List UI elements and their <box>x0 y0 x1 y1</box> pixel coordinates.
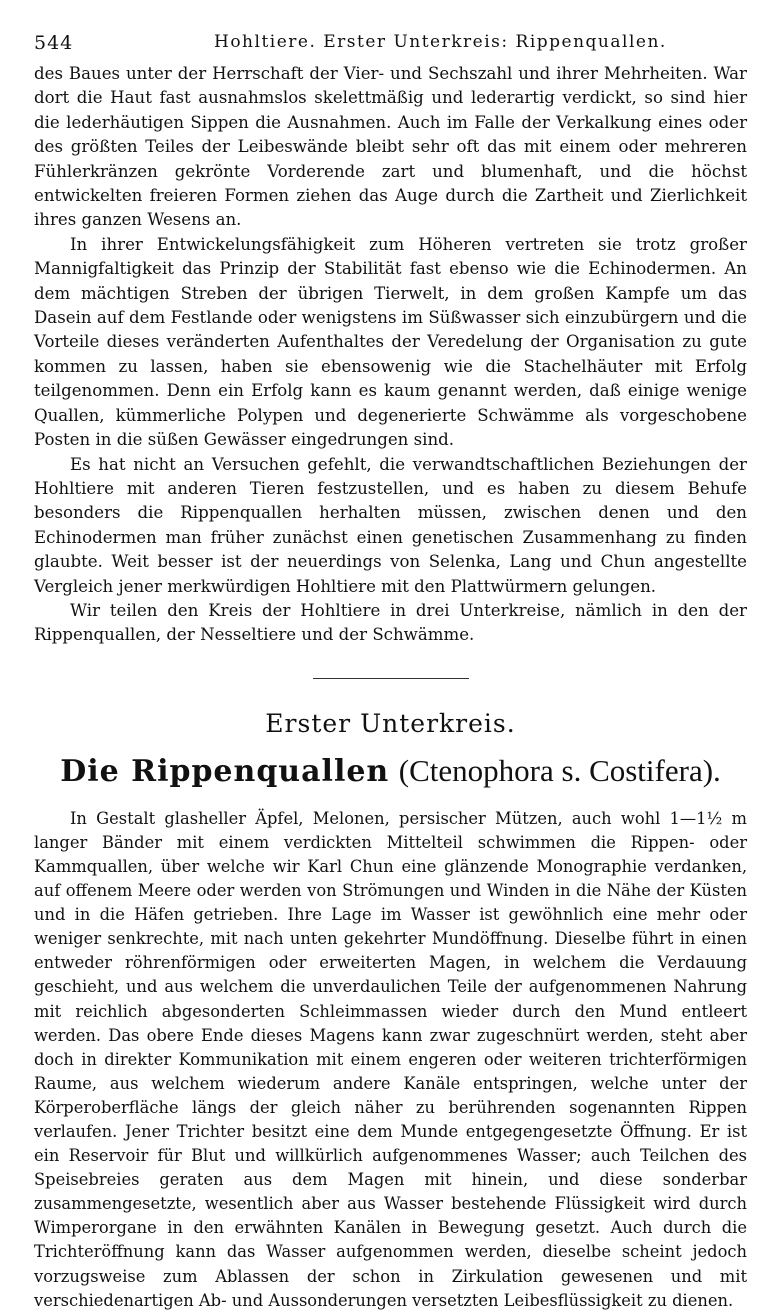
section-heading: Erster Unterkreis. <box>265 708 516 738</box>
paragraph: In ihrer Entwickelungsfähigkeit zum Höheren vertreten sie trotz großer Mannigfaltigkeit das Prinzip der Stabilität fast ebenso wie die Echinodermen. An dem mächtigen Streben der übrigen Tierwelt, in dem großen Kampfe um das Dasein auf dem Festlande oder wenigstens im Süßwasser sich einzubürgern und die Vorteile dieses veränderten Aufenthaltes der Veredelung der Organisation zu gute kommen zu lassen, haben sie ebensowenig wie die Stachelhäuter mit Erfolg teilgenommen. Denn ein Erfolg kann es kaum genannt werden, daß einige wenige Quallen, kümmerliche Polypen und degenerierte Schwämme als vorgeschobene Posten in die süßen Gewässer eingedrungen sind. <box>34 234 747 450</box>
intro-text <box>34 62 747 648</box>
section-title-german: Die Rippenquallen <box>60 753 390 789</box>
paragraph: Es hat nicht an Versuchen gefehlt, die verwandtschaftlichen Beziehungen der Hohltiere mit anderen Tieren festzustellen, und es haben zu diesem Behufe besonders die Rippenquallen herhalten müssen, zwischen denen und den Echinodermen man früher zunächst einen genetischen Zusammenhang zu finden glaubte. Weit besser ist der neuerdings von Selenka, Lang und Chun angestellte Vergleich jener merkwürdigen Hohltiere mit den Plattwürmern gelungen. <box>34 454 747 596</box>
section-divider <box>313 678 469 679</box>
section-text <box>34 807 747 1313</box>
page-number: 544 <box>34 32 74 54</box>
section-title-scientific: (Ctenophora s. Costifera). <box>398 752 721 788</box>
paragraph: Wir teilen den Kreis der Hohltiere in drei Unterkreise, nämlich in den der Rippenquallen, der Nesseltiere und der Schwämme. <box>34 600 747 645</box>
paragraph: des Baues unter der Herrschaft der Vier- und Sechszahl und ihrer Mehrheiten. War dort die Haut fast ausnahmslos skelettmäßig und lederartig verdickt, so sind hier die lederhäutigen Sippen die Ausnahmen. Auch im Falle der Verkalkung eines oder des größten Teiles der Leibeswände bleibt sehr oft das mit einem oder mehreren Fühlerkränzen gekrönte Vorderende zart und blumenhaft, und die höchst entwickelten freieren Formen ziehen das Auge durch die Zartheit und Zierlichkeit ihres ganzen Wesens an. <box>34 64 747 230</box>
paragraph: In Gestalt glasheller Äpfel, Melonen, persischer Mützen, auch wohl 1—1½ m langer Bänder mit einem verdickten Mittelteil schwimmen die Rippen- oder Kammquallen, über welche wir Karl Chun eine glänzende Monographie verdanken, auf offenem Meere oder werden von Strömungen und Winden in die Nähe der Küsten und in die Häfen getrieben. Ihre Lage im Wasser ist gewöhnlich eine mehr oder weniger senkrechte, mit nach unten gekehrter Mundöffnung. Dieselbe führt in einen entweder röhrenförmigen oder erweiterten Magen, in welchem die Verdauung geschieht, und aus welchem die unverdaulichen Teile der aufgenommenen Nahrung mit reichlich abgesonderten Schleimmassen wieder durch den Mund entleert werden. Das obere Ende dieses Magens kann zwar zugeschnürt werden, steht aber doch in direkter Kommunikation mit einem engeren oder weiteren trichterförmigen Raume, aus welchem wiederum andere Kanäle entspringen, welche unter der Körperoberfläche längs der gleich näher zu berührenden sogenannten Rippen verlaufen. Jener Trichter besitzt eine dem Munde entgegengesetzte Öffnung. Er ist ein Reservoir für Blut und willkürlich aufgenommenes Wasser; auch Teilchen des Speisebreies geraten aus dem Magen mit hinein, und diese sonderbar zusammengesetzte, wesentlich aber aus Wasser bestehende Flüssigkeit wird durch Wimperorgane in den erwähnten Kanälen in Bewegung gesetzt. Auch durch die Trichteröffnung kann das Wasser aufgenommen werden, dieselbe scheint jedoch vorzugsweise zum Ablassen der schon in Zirkulation gewesenen und mit verschiedenartigen Ab- und Aussonderungen versetzten Leibesflüssigkeit zu dienen. <box>34 808 747 1310</box>
running-title: Hohltiere. Erster Unterkreis: Rippenquallen. <box>214 32 667 52</box>
section-title <box>34 752 747 791</box>
running-head <box>34 28 747 62</box>
